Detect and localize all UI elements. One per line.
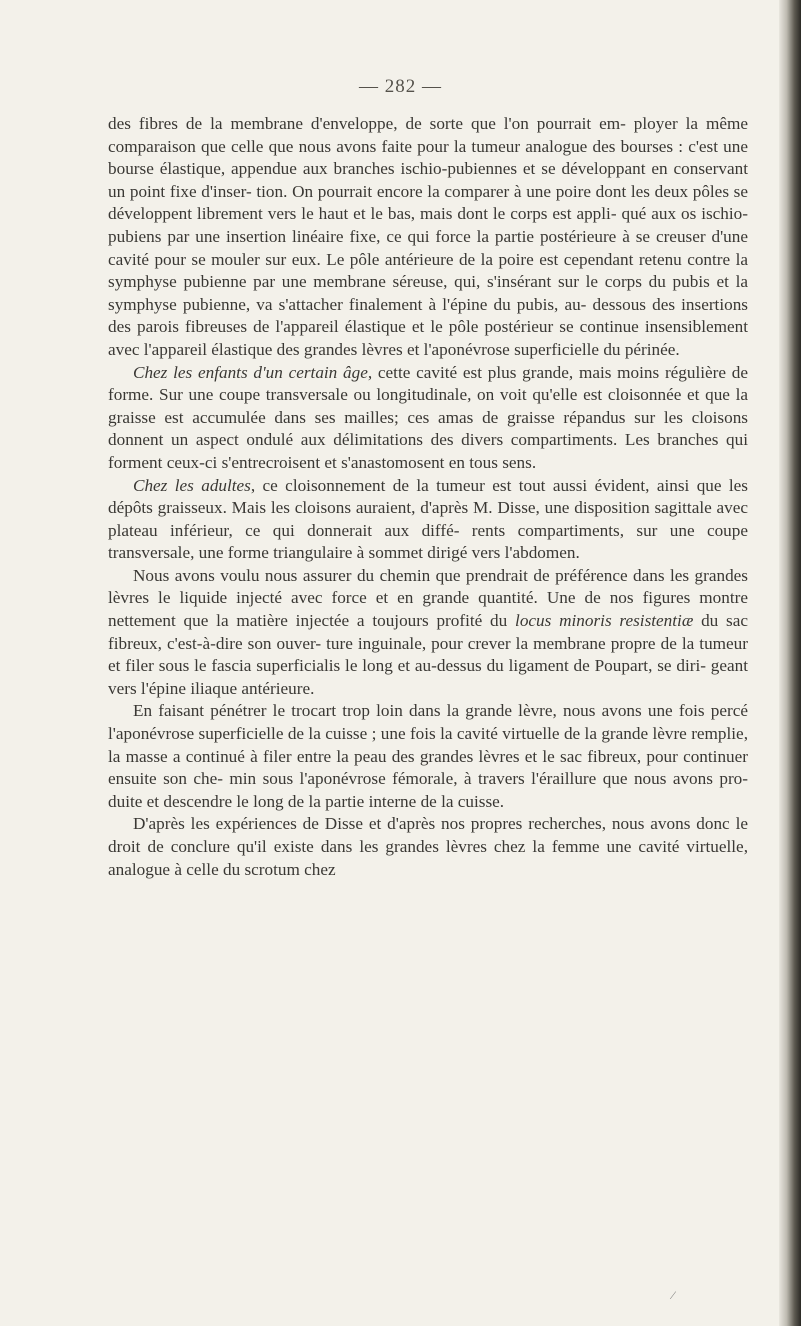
- paragraph: [108, 113, 748, 362]
- paragraph: [108, 813, 748, 881]
- paragraph-text: D'après les expériences de Disse et d'après nos propres recherches, nous avons donc le droit de conclure qu'il existe dans les grandes lèvres chez la femme une cavité virtuelle, analogue à celle du scrotum chez: [108, 814, 748, 879]
- body-text: [108, 113, 748, 881]
- paragraph-text: des fibres de la membrane d'enveloppe, de sorte que l'on pourrait em- ployer la même comparaison que celle que nous avons faite pour la tumeur analogue des bourses : c'est une bourse élastique, appendue aux branches ischio-pubiennes et se développant en conservant un point fixe d'inser- tion. On pourrait encore la comparer à une poire dont les deux pôles se développent librement vers le haut et le bas, mais dont le corps est appli- qué aux os ischio-pubiens par une insertion linéaire fixe, ce qui force la partie postérieure à se creuser d'une cavité pour se mouler sur eux. Le pôle antérieure de la poire est cependant retenu contre la symphyse pubienne par une membrane séreuse, qui, s'insérant sur le corps du pubis et la symphyse pubienne, va s'attacher finalement à l'épine du pubis, au- dessous des insertions des parois fibreuses de l'appareil élastique et le pôle postérieur se continue insensiblement avec l'appareil élastique des grandes lèvres et l'aponévrose superficielle du périnée.: [108, 114, 748, 359]
- paragraph-text: , cette cavité est plus grande, mais moins régulière de forme. Sur une coupe transversale ou longitudinale, on voit qu'elle est cloisonnée et que la graisse est accumulée dans ses mailles; ces amas de graisse répandus sur les cloisons donnent un aspect ondulé aux délimitations des divers compartiments. Les branches qui forment ceux-ci s'entrecroisent et s'anastomosent en tous sens.: [108, 362, 749, 472]
- paragraph: [108, 475, 748, 565]
- italic-text: Chez les adultes: [133, 475, 251, 495]
- page-number: — 282 —: [359, 76, 442, 97]
- italic-text: Chez les enfants d'un certain âge: [133, 362, 368, 382]
- paragraph: [108, 565, 748, 701]
- paragraph: [108, 700, 748, 813]
- paragraph: [108, 362, 748, 475]
- paragraph-text: du sac fibreux, c'est-à-dire son ouver- ture inguinale, pour crever la membrane propre de la tumeur et filer sous le fascia superficialis le long et au-dessus du ligament de Poupart, se diri- geant vers l'épine iliaque antérieure.: [108, 611, 748, 698]
- italic-text: locus minoris resistentiæ: [515, 611, 694, 631]
- stray-mark: ⁄: [672, 1288, 675, 1302]
- paragraph-text: , ce cloisonnement de la tumeur est tout aussi évident, ainsi que les dépôts graisseux. Mais les cloisons auraient, d'après M. Disse, une disposition sagittale avec plateau inférieur, ce qui donnerait aux diffé- rents compartiments, sur une coupe transversale, une forme triangulaire à sommet dirigé vers l'abdomen.: [108, 475, 748, 563]
- page-edge-shadow: [779, 0, 801, 1326]
- paragraph-text: Nous avons voulu nous assurer du chemin que prendrait de préférence dans les grandes lèvres le liquide injecté avec force et en grande quantité. Une de nos figures montre nettement que la matière injectée a toujours profité du: [108, 565, 748, 631]
- paragraph-text: En faisant pénétrer le trocart trop loin dans la grande lèvre, nous avons une fois percé l'aponévrose superficielle de la cuisse ; une fois la cavité virtuelle de la grande lèvre remplie, la masse a continué à filer entre la peau des grandes lèvres et le sac fibreux, pour continuer ensuite son che- min sous l'aponévrose fémorale, à travers l'éraillure que nous avons pro- duite et descendre le long de la partie interne de la cuisse.: [108, 701, 748, 811]
